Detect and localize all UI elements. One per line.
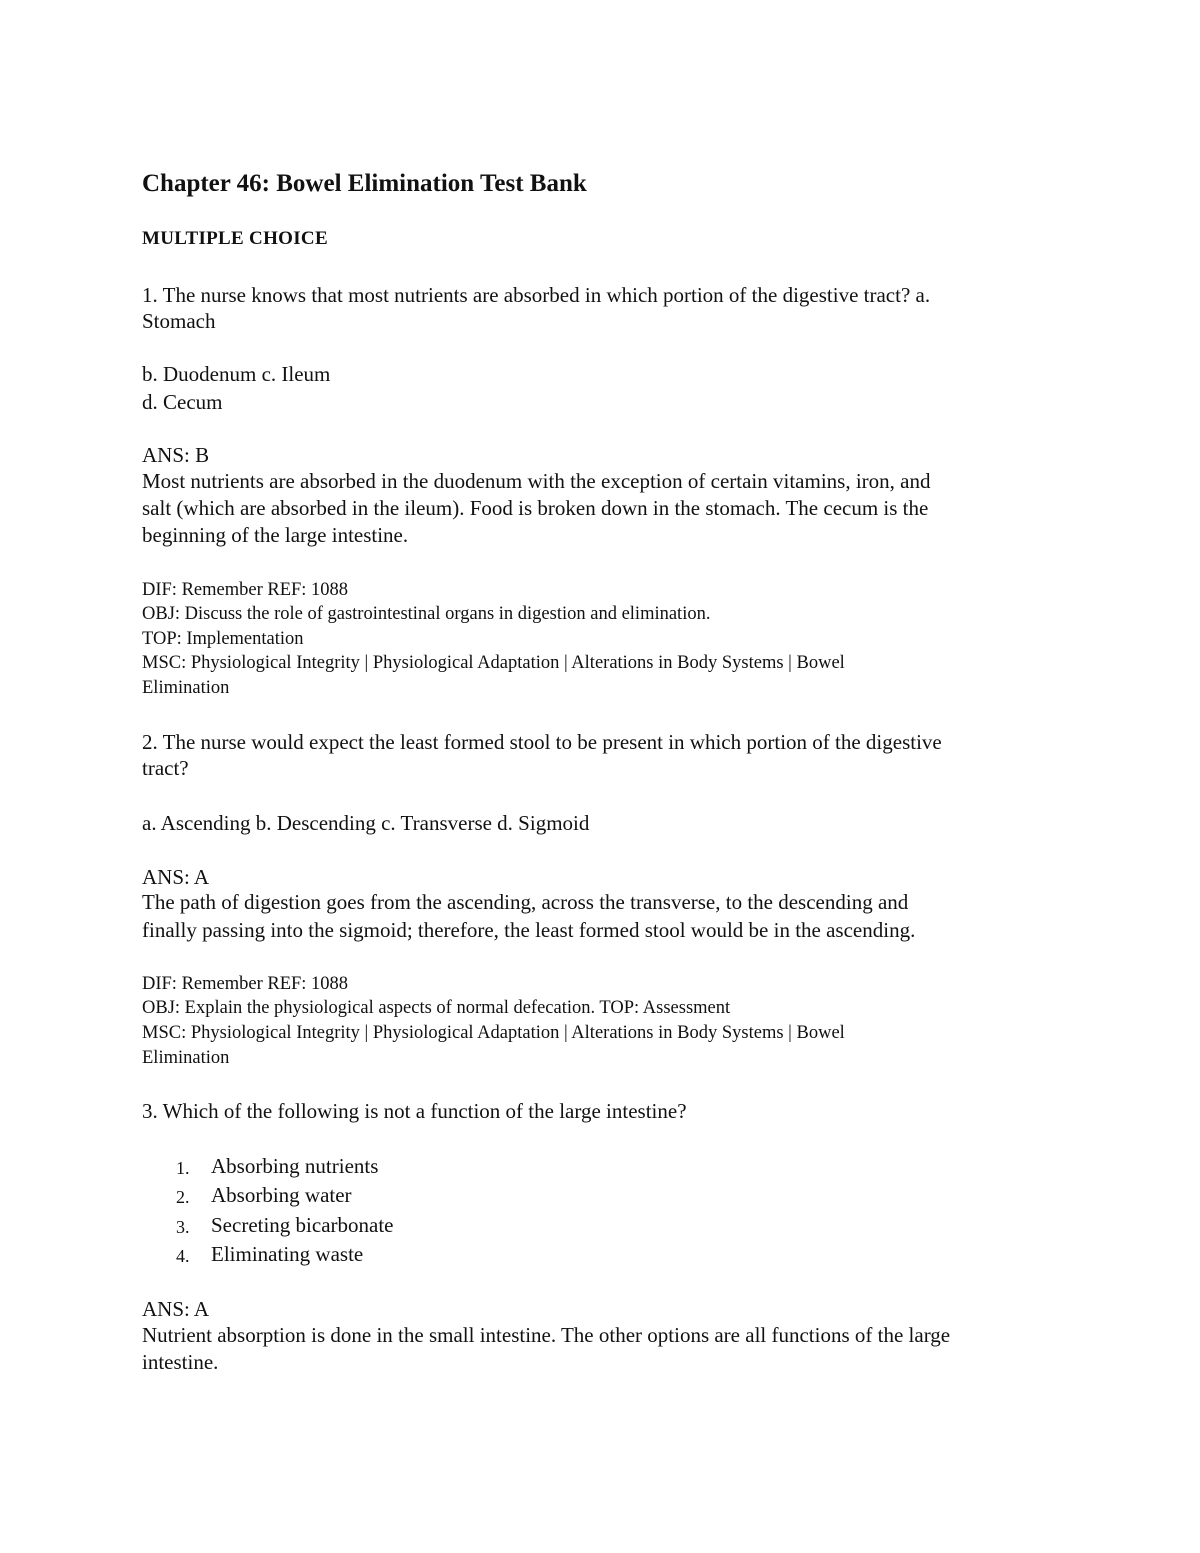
question-2-meta-obj: OBJ: Explain the physiological aspects of normal defecation. TOP: Assessment — [142, 998, 731, 1018]
question-3-option-1-text: Absorbing nutrients — [211, 1154, 379, 1178]
question-2-rationale-line-1: The path of digestion goes from the ascending, across the transverse, to the descending and — [142, 890, 909, 914]
question-1-meta-obj: OBJ: Discuss the role of gastrointestinal organs in digestion and elimination. — [142, 604, 711, 624]
question-2-answer: ANS: A — [142, 865, 210, 889]
question-1-rationale-line-2: salt (which are absorbed in the ileum). Food is broken down in the stomach. The cecum is the — [142, 496, 929, 520]
question-2-meta-msc-cont: Elimination — [142, 1048, 230, 1068]
question-1-answer: ANS: B — [142, 443, 210, 467]
document-title: Chapter 46: Bowel Elimination Test Bank — [142, 170, 587, 197]
section-heading: MULTIPLE CHOICE — [142, 228, 328, 249]
question-3-answer: ANS: A — [142, 1297, 210, 1321]
question-1-rationale-line-1: Most nutrients are absorbed in the duodenum with the exception of certain vitamins, iron, and — [142, 469, 931, 493]
question-3-rationale-line-2: intestine. — [142, 1350, 219, 1374]
question-2-stem-line-2: tract? — [142, 756, 189, 780]
question-3-option-4-number: 4. — [176, 1246, 190, 1266]
question-1-options-line-2: d. Cecum — [142, 390, 223, 414]
question-3-option-2-text: Absorbing water — [211, 1183, 352, 1207]
question-3-option-3-number: 3. — [176, 1217, 190, 1237]
question-1-options-line-1: b. Duodenum c. Ileum — [142, 362, 331, 386]
question-2-options-line-1: a. Ascending b. Descending c. Transverse d. Sigmoid — [142, 811, 590, 835]
question-3-rationale-line-1: Nutrient absorption is done in the small intestine. The other options are all functions of the large — [142, 1323, 951, 1347]
question-1-rationale-line-3: beginning of the large intestine. — [142, 523, 409, 547]
question-1-stem-line-1: 1. The nurse knows that most nutrients are absorbed in which portion of the digestive tract? a. — [142, 283, 931, 307]
question-3-option-4-text: Eliminating waste — [211, 1242, 364, 1266]
question-3-stem: 3. Which of the following is not a function of the large intestine? — [142, 1099, 687, 1123]
question-3-option-2-number: 2. — [176, 1187, 190, 1207]
question-1-meta-msc: MSC: Physiological Integrity | Physiological Adaptation | Alterations in Body Systems | Bowel — [142, 653, 845, 673]
question-2-rationale-line-2: finally passing into the sigmoid; therefore, the least formed stool would be in the ascending. — [142, 918, 916, 942]
question-1-meta-top: TOP: Implementation — [142, 629, 304, 649]
question-1-meta-dif: DIF: Remember REF: 1088 — [142, 580, 349, 600]
question-2-meta-dif: DIF: Remember REF: 1088 — [142, 974, 349, 994]
question-1-meta-msc-cont: Elimination — [142, 678, 230, 698]
question-3-option-1-number: 1. — [176, 1158, 190, 1178]
question-1-stem-line-2: Stomach — [142, 309, 216, 333]
question-2-meta-msc: MSC: Physiological Integrity | Physiological Adaptation | Alterations in Body Systems | Bowel — [142, 1023, 845, 1043]
question-3-option-3-text: Secreting bicarbonate — [211, 1213, 394, 1237]
question-2-stem-line-1: 2. The nurse would expect the least formed stool to be present in which portion of the digestive — [142, 730, 942, 754]
